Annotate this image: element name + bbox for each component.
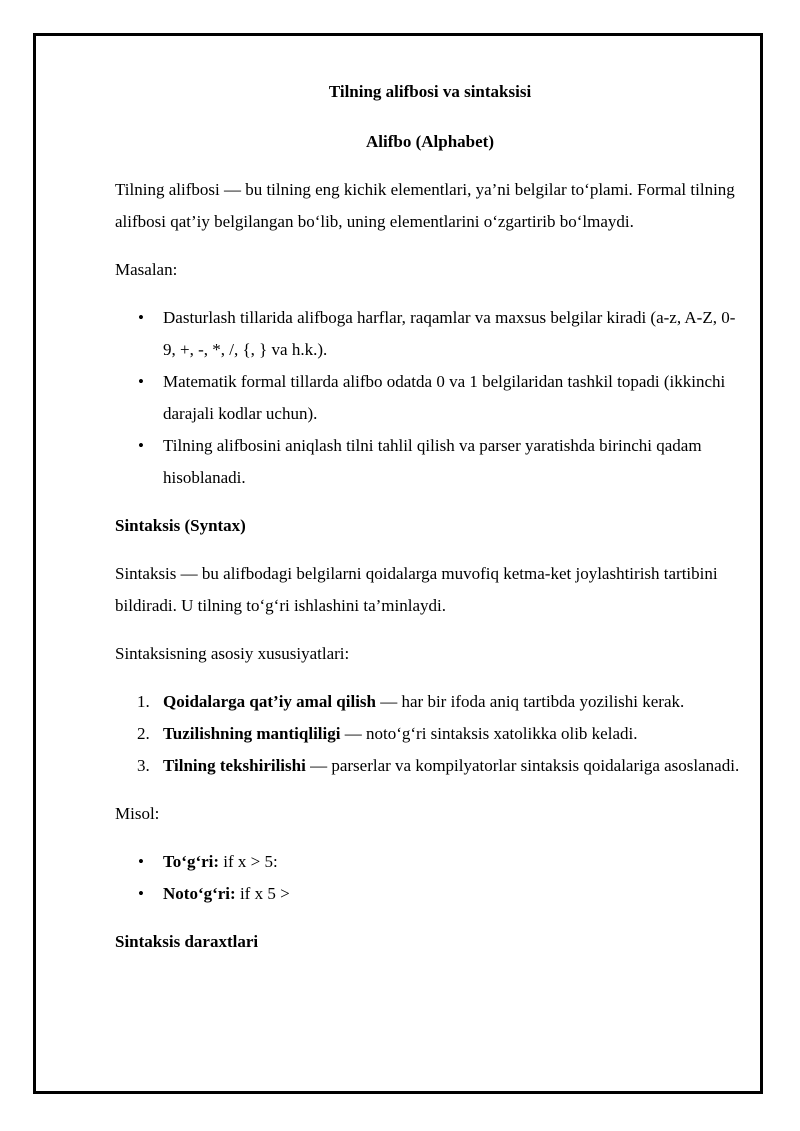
alphabet-paragraph: Tilning alifbosi — bu tilning eng kichik elementlari, ya’ni belgilar to‘plami. Formal tilning alifbosi qat’iy belgilangan bo‘lib, uning elementlarini o‘zgartirib bo‘lmaydi. <box>115 180 735 231</box>
example-intro: Masalan: <box>115 260 178 279</box>
list-item <box>138 846 745 878</box>
list-number: 2. <box>137 724 150 743</box>
feature-text: — parserlar va kompilyatorlar sintaksis qoidalariga asoslanadi. <box>305 756 740 775</box>
feature-bold: Tuzilishning mantiqliligi <box>163 724 341 743</box>
list-item <box>137 718 745 750</box>
alphabet-list <box>115 302 745 494</box>
example-label: Noto‘g‘ri: <box>163 884 236 903</box>
list-item <box>138 366 745 430</box>
list-number: 3. <box>137 756 150 775</box>
alphabet-heading: Alifbo (Alphabet) <box>366 132 494 151</box>
syntax-features-intro: Sintaksisning asosiy xususiyatlari: <box>115 644 350 663</box>
syntax-heading: Sintaksis (Syntax) <box>115 516 246 535</box>
bullet-icon: • <box>138 372 144 391</box>
list-item <box>137 750 745 782</box>
bullet-icon: • <box>138 884 144 903</box>
list-item <box>138 430 745 494</box>
bullet-icon: • <box>138 852 144 871</box>
example-code: if x 5 > <box>235 884 290 903</box>
feature-bold: Qoidalarga qat’iy amal qilish <box>163 692 376 711</box>
document-title: Tilning alifbosi va sintaksisi <box>328 82 532 101</box>
list-number: 1. <box>137 692 150 711</box>
example-label: To‘g‘ri: <box>163 852 220 871</box>
document-body <box>115 76 745 974</box>
feature-bold: Tilning tekshirilishi <box>163 756 306 775</box>
list-item-text: Dasturlash tillarida alifboga harflar, raqamlar va maxsus belgilar kiradi (a-z, A-Z, 0-9, +, -, *, /, {, } va h.k.). <box>163 308 736 359</box>
list-item-text: Tilning alifbosini aniqlash tilni tahlil qilish va parser yaratishda birinchi qadam hisoblanadi. <box>163 436 702 487</box>
bullet-icon: • <box>138 308 144 327</box>
syntax-paragraph: Sintaksis — bu alifbodagi belgilarni qoidalarga muvofiq ketma-ket joylashtirish tartibini bildiradi. U tilning to‘g‘ri ishlashini ta’minlaydi. <box>115 564 718 615</box>
example-code: if x > 5: <box>219 852 278 871</box>
trees-heading: Sintaksis daraxtlari <box>115 932 259 951</box>
list-item <box>138 878 745 910</box>
list-item <box>137 686 745 718</box>
feature-text: — har bir ifoda aniq tartibda yozilishi kerak. <box>376 692 685 711</box>
bullet-icon: • <box>138 436 144 455</box>
list-item <box>138 302 745 366</box>
misol-list <box>115 846 745 910</box>
feature-text: — noto‘g‘ri sintaksis xatolikka olib keladi. <box>340 724 638 743</box>
syntax-features-list <box>115 686 745 782</box>
misol-intro: Misol: <box>115 804 160 823</box>
list-item-text: Matematik formal tillarda alifbo odatda 0 va 1 belgilaridan tashkil topadi (ikkinchi darajali kodlar uchun). <box>163 372 726 423</box>
